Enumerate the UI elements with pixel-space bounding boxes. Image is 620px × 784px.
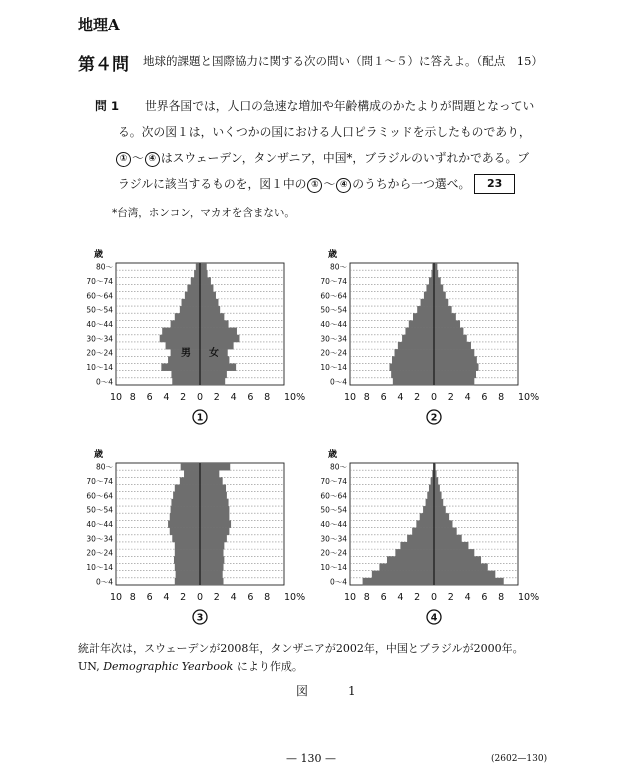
bar-male — [372, 571, 434, 578]
bar-male — [168, 520, 200, 527]
x-tick-label: 6 — [146, 392, 153, 403]
bar-female — [434, 556, 481, 563]
bar-female — [434, 356, 477, 363]
y-axis-unit: 歳 — [94, 250, 104, 260]
bar-female — [200, 292, 216, 299]
x-tick-label: 4 — [397, 392, 404, 403]
answer-box[interactable]: 23 — [474, 174, 515, 194]
bar-female — [434, 513, 449, 520]
bar-male — [398, 342, 434, 349]
q1-line4-end: のうちから一つ選べ。 — [352, 177, 471, 191]
age-label: 40～44 — [320, 320, 347, 329]
bar-male — [181, 463, 200, 470]
q1-line1: 世界各国では，人口の急速な増加や年齢構成のかたよりが問題となってい — [145, 99, 535, 113]
bar-male — [175, 578, 200, 585]
male-label: 男 — [181, 348, 191, 359]
bar-male — [395, 349, 434, 356]
bar-male — [174, 556, 200, 563]
age-label: 0～4 — [95, 577, 113, 587]
x-tick-label: 10% — [518, 592, 540, 603]
bar-female — [434, 506, 446, 513]
bar-female — [200, 485, 226, 492]
tilde: ～ — [323, 177, 336, 191]
x-tick-label: 2 — [447, 592, 454, 603]
y-axis-unit: 歳 — [328, 450, 338, 460]
bar-female — [434, 492, 442, 499]
bar-male — [180, 477, 200, 484]
bar-female — [200, 578, 224, 585]
question-number: 第４問 — [78, 55, 129, 75]
x-tick-label: 6 — [247, 392, 254, 403]
age-label: 0～4 — [329, 377, 347, 387]
x-tick-label: 4 — [397, 592, 404, 603]
bar-female — [434, 535, 462, 542]
x-tick-label: 6 — [481, 592, 488, 603]
bar-female — [434, 270, 438, 277]
age-label: 20～24 — [320, 348, 347, 358]
bar-female — [434, 277, 441, 284]
x-tick-label: 6 — [481, 392, 488, 403]
age-label: 20～24 — [86, 348, 113, 358]
age-label: 10～14 — [86, 563, 113, 573]
bar-male — [402, 335, 434, 342]
source-prefix: UN, — [78, 660, 104, 673]
y-axis-unit: 歳 — [94, 450, 104, 460]
x-tick-label: 10 — [343, 592, 357, 603]
bar-female — [434, 371, 476, 378]
age-label: 50～54 — [320, 305, 347, 315]
age-label: 70～74 — [320, 276, 347, 286]
bar-female — [200, 556, 224, 563]
age-label: 40～44 — [86, 320, 113, 329]
bar-male — [389, 363, 434, 370]
bar-female — [434, 578, 504, 585]
x-tick-label: 4 — [230, 392, 237, 403]
bar-male — [170, 528, 200, 535]
bar-female — [434, 477, 438, 484]
age-label: 70～74 — [86, 476, 113, 486]
bar-male — [429, 277, 434, 284]
age-label: 10～14 — [320, 363, 347, 373]
bar-male — [180, 306, 200, 313]
age-label: 0～4 — [329, 577, 347, 587]
age-label: 10～14 — [320, 563, 347, 573]
x-tick-label: 8 — [363, 392, 370, 403]
bar-male — [363, 578, 434, 585]
bar-female — [434, 542, 468, 549]
bar-female — [200, 477, 223, 484]
x-tick-label: 10 — [109, 592, 123, 603]
bar-male — [175, 485, 200, 492]
bar-female — [434, 378, 474, 385]
bar-male — [400, 542, 434, 549]
x-tick-label: 8 — [264, 392, 271, 403]
age-label: 20～24 — [86, 548, 113, 558]
age-label: 60～64 — [86, 491, 113, 501]
bar-male — [171, 320, 200, 327]
age-label: 50～54 — [86, 305, 113, 315]
bar-male — [387, 556, 434, 563]
bar-female — [434, 313, 456, 320]
bar-male — [412, 528, 434, 535]
x-tick-label: 10% — [518, 392, 540, 403]
bar-female — [200, 492, 227, 499]
bar-male — [175, 549, 200, 556]
bar-female — [434, 285, 443, 292]
x-tick-label: 8 — [498, 392, 505, 403]
bar-male — [187, 285, 200, 292]
bar-female — [200, 270, 208, 277]
page-number: — 130 — — [286, 752, 336, 765]
age-label: 60～64 — [320, 491, 347, 501]
figure-caption: 図 1 — [296, 684, 370, 698]
x-tick-label: 0 — [430, 592, 438, 603]
age-label: 70～74 — [320, 476, 347, 486]
age-label: 10～14 — [86, 363, 113, 373]
q1-line3-text: はスウェーデン，タンザニア，中国*，ブラジルのいずれかである。ブ — [160, 151, 530, 165]
q1-number: 問 1 — [95, 99, 120, 113]
x-tick-label: 2 — [180, 392, 187, 403]
bar-male — [426, 285, 434, 292]
bar-male — [162, 328, 200, 335]
female-label: 女 — [209, 348, 219, 359]
bar-male — [392, 356, 434, 363]
x-tick-label: 8 — [264, 592, 271, 603]
x-tick-label: 4 — [163, 392, 170, 403]
bar-female — [200, 263, 207, 270]
x-tick-label: 10 — [343, 392, 357, 403]
bar-male — [413, 313, 434, 320]
bar-female — [434, 549, 474, 556]
footnote: *台湾，ホンコン，マカオを含まない。 — [112, 207, 295, 219]
source-note-line1: 統計年次は，スウェーデンが2008年，タンザニアが2002年，中国とブラジルが2000年。 — [78, 642, 524, 655]
bar-male — [420, 513, 434, 520]
subject-title: 地理A — [78, 16, 120, 34]
bar-female — [200, 513, 229, 520]
bar-female — [434, 349, 474, 356]
source-note-line2 — [78, 658, 303, 674]
x-tick-label: 8 — [363, 592, 370, 603]
age-label: 50～54 — [86, 505, 113, 515]
bar-female — [200, 470, 219, 477]
bar-female — [200, 299, 218, 306]
bar-male — [416, 520, 434, 527]
bar-male — [421, 299, 434, 306]
bar-male — [171, 499, 200, 506]
bar-male — [170, 513, 200, 520]
bar-male — [391, 371, 434, 378]
bar-female — [200, 563, 224, 570]
bar-male — [417, 306, 434, 313]
bar-female — [434, 335, 467, 342]
chart-number: 2 — [430, 412, 438, 424]
age-label: 80～ — [95, 262, 113, 272]
bar-female — [200, 499, 229, 506]
bar-male — [171, 506, 200, 513]
bar-male — [423, 506, 434, 513]
bar-male — [171, 371, 200, 378]
bar-male — [185, 292, 200, 299]
choice-circle-4: ④ — [145, 152, 160, 167]
age-label: 60～64 — [320, 291, 347, 301]
bar-female — [200, 285, 213, 292]
x-tick-label: 0 — [196, 592, 204, 603]
bar-female — [434, 342, 471, 349]
bar-male — [379, 563, 434, 570]
bar-male — [176, 571, 200, 578]
bar-female — [434, 320, 460, 327]
bar-male — [429, 485, 434, 492]
age-label: 0～4 — [95, 377, 113, 387]
bar-female — [200, 363, 236, 370]
age-label: 50～54 — [320, 505, 347, 515]
x-tick-label: 10 — [109, 392, 123, 403]
bar-female — [434, 292, 446, 299]
bar-female — [200, 335, 239, 342]
page-code: (2602—130) — [491, 754, 548, 764]
bar-male — [175, 563, 200, 570]
age-label: 40～44 — [86, 520, 113, 529]
bar-female — [200, 378, 225, 385]
bar-male — [409, 320, 434, 327]
bar-male — [395, 549, 434, 556]
x-tick-label: 4 — [464, 592, 471, 603]
chart-number: 1 — [196, 412, 204, 424]
source-suffix: により作成。 — [233, 660, 303, 673]
bar-female — [434, 520, 452, 527]
age-label: 30～34 — [86, 334, 113, 344]
bar-female — [434, 328, 463, 335]
q1-line4-text: ラジルに該当するものを，図１中の — [118, 177, 307, 191]
bar-female — [200, 571, 223, 578]
bar-male — [426, 499, 434, 506]
x-tick-label: 8 — [498, 592, 505, 603]
bar-female — [200, 549, 224, 556]
choice-circle-1: ① — [116, 152, 131, 167]
bar-female — [434, 563, 488, 570]
age-label: 30～34 — [86, 534, 113, 544]
age-label: 30～34 — [320, 334, 347, 344]
x-tick-label: 2 — [447, 392, 454, 403]
bar-female — [200, 506, 229, 513]
bar-male — [175, 313, 200, 320]
bar-female — [434, 528, 457, 535]
age-label: 60～64 — [86, 291, 113, 301]
bar-male — [427, 492, 434, 499]
bar-female — [200, 528, 229, 535]
x-tick-label: 6 — [146, 592, 153, 603]
bar-male — [184, 470, 200, 477]
x-tick-label: 6 — [380, 392, 387, 403]
x-tick-label: 2 — [414, 392, 421, 403]
x-tick-label: 10% — [284, 592, 306, 603]
age-label: 70～74 — [86, 276, 113, 286]
bar-female — [200, 520, 231, 527]
bar-male — [173, 492, 200, 499]
tilde: ～ — [132, 151, 144, 165]
age-label: 80～ — [95, 462, 113, 472]
bar-female — [200, 463, 230, 470]
x-tick-label: 4 — [163, 592, 170, 603]
bar-male — [182, 299, 200, 306]
bar-female — [434, 306, 452, 313]
x-tick-label: 2 — [213, 392, 220, 403]
bar-female — [434, 485, 440, 492]
chart-number: 4 — [430, 612, 438, 624]
age-label: 20～24 — [320, 548, 347, 558]
question-description: 地球的課題と国際協力に関する次の問い（問１～５）に答えよ。（配点 15） — [143, 54, 543, 68]
x-tick-label: 0 — [196, 392, 204, 403]
bar-female — [200, 320, 229, 327]
age-label: 40～44 — [320, 520, 347, 529]
bar-male — [172, 378, 200, 385]
choice-circle-1: ① — [307, 178, 322, 193]
bar-female — [434, 299, 448, 306]
bar-male — [160, 335, 200, 342]
bar-female — [434, 363, 479, 370]
age-label: 80～ — [329, 462, 347, 472]
y-axis-unit: 歳 — [328, 250, 338, 260]
bar-male — [161, 363, 200, 370]
x-tick-label: 8 — [129, 392, 136, 403]
bar-male — [175, 542, 200, 549]
x-tick-label: 4 — [464, 392, 471, 403]
bar-male — [407, 535, 434, 542]
bar-female — [200, 328, 237, 335]
bar-female — [434, 571, 495, 578]
bar-female — [434, 499, 443, 506]
chart-number: 3 — [196, 612, 204, 624]
x-tick-label: 8 — [129, 592, 136, 603]
q1-line2: る。次の図１は，いくつかの国における人口ピラミッドを示したものであり， — [118, 125, 531, 139]
age-label: 30～34 — [320, 534, 347, 544]
bar-male — [424, 292, 434, 299]
age-label: 80～ — [329, 262, 347, 272]
bar-female — [200, 313, 224, 320]
bar-female — [200, 306, 220, 313]
bar-male — [196, 263, 200, 270]
bar-female — [200, 535, 227, 542]
x-tick-label: 2 — [414, 592, 421, 603]
x-tick-label: 2 — [180, 592, 187, 603]
x-tick-label: 10% — [284, 392, 306, 403]
x-tick-label: 6 — [380, 592, 387, 603]
x-tick-label: 4 — [230, 592, 237, 603]
bar-male — [172, 535, 200, 542]
x-tick-label: 6 — [247, 592, 254, 603]
bar-female — [200, 542, 224, 549]
bar-female — [200, 371, 227, 378]
bar-female — [200, 277, 211, 284]
bar-male — [191, 277, 200, 284]
bar-male — [194, 270, 200, 277]
x-tick-label: 2 — [213, 592, 220, 603]
bar-male — [393, 378, 434, 385]
bar-male — [405, 328, 434, 335]
source-title: Demographic Yearbook — [103, 660, 234, 673]
x-tick-label: 0 — [430, 392, 438, 403]
choice-circle-4: ④ — [336, 178, 351, 193]
